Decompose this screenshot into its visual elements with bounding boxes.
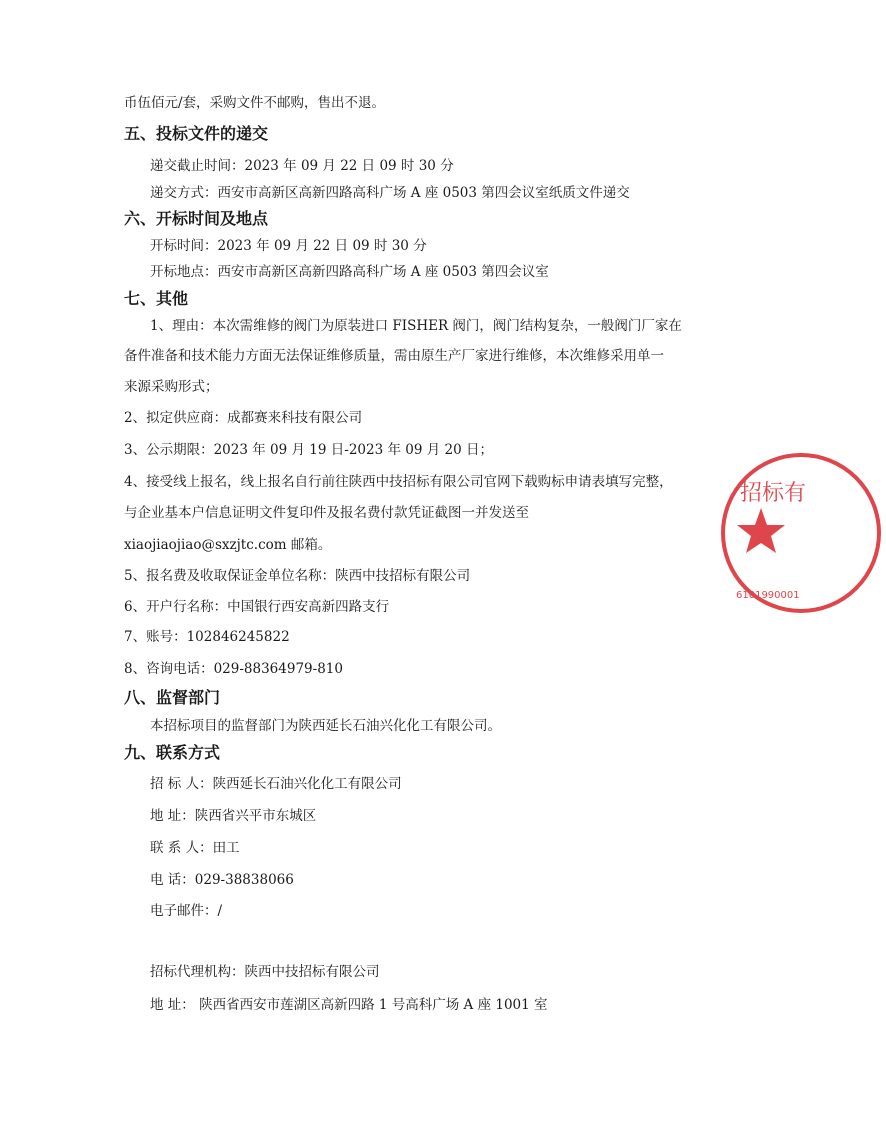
seal-star-icon: [737, 508, 785, 553]
email-text: xiaojiaojiao@sxzjtc.com 邮箱。: [124, 537, 332, 553]
agency-address: 地 址： 陕西省西安市莲湖区高新四路 1 号高科广场 A 座 1001 室: [150, 997, 548, 1013]
contact-person: 联 系 人：田工: [150, 840, 240, 856]
seal-ring: [723, 455, 879, 611]
contact-tenderer: 招 标 人：陕西延长石油兴化化工有限公司: [150, 776, 402, 792]
section-heading-other: 七、其他: [124, 289, 189, 308]
section-heading-contact: 九、联系方式: [124, 743, 221, 762]
section-heading-submission: 五、投标文件的递交: [124, 124, 269, 143]
text-line: 本招标项目的监督部门为陕西延长石油兴化化工有限公司。: [150, 718, 501, 734]
company-seal: [716, 448, 886, 618]
text-line: 币伍佰元/套，采购文件不邮购，售出不退。: [124, 95, 386, 111]
text-line: 4、接受线上报名，线上报名自行前往陕西中技招标有限公司官网下载购标申请表填写完整，: [124, 474, 673, 490]
text-line: 来源采购形式；: [124, 379, 219, 395]
text-line: 7、账号：102846245822: [124, 629, 290, 645]
text-line: 2、拟定供应商：成都赛来科技有限公司: [124, 410, 363, 426]
text-line: 备件准备和技术能力方面无法保证维修质量，需由原生产厂家进行维修，本次维修采用单一: [124, 348, 664, 364]
text-line: 开标地点：西安市高新区高新四路高科广场 A 座 0503 第四会议室: [150, 264, 549, 280]
agency-name: 招标代理机构：陕西中技招标有限公司: [150, 964, 380, 980]
section-heading-opening: 六、开标时间及地点: [124, 209, 269, 228]
section-heading-supervision: 八、监督部门: [124, 688, 221, 707]
text-line: 1、理由：本次需维修的阀门为原装进口 FISHER 阀门，阀门结构复杂，一般阀门厂家在: [150, 318, 682, 334]
text-line: 8、咨询电话：029-88364979-810: [124, 661, 343, 677]
text-line: 开标时间：2023 年 09 月 22 日 09 时 30 分: [150, 238, 427, 254]
text-line: 5、报名费及收取保证金单位名称：陕西中技招标有限公司: [124, 568, 471, 584]
text-line: 递交截止时间：2023 年 09 月 22 日 09 时 30 分: [150, 158, 454, 174]
text-line: 递交方式：西安市高新区高新四路高科广场 A 座 0503 第四会议室纸质文件递交: [150, 185, 630, 201]
contact-address: 地 址：陕西省兴平市东城区: [150, 808, 317, 824]
contact-phone: 电 话：029-38838066: [150, 872, 294, 888]
seal-text: 招标有: [740, 481, 807, 506]
seal-code: 6101990001: [736, 590, 800, 601]
text-line: 与企业基本户信息证明文件复印件及报名费付款凭证截图一并发送至: [124, 505, 529, 521]
contact-email: 电子邮件：/: [150, 903, 223, 919]
text-line: 6、开户行名称：中国银行西安高新四路支行: [124, 599, 390, 615]
text-line: 3、公示期限：2023 年 09 月 19 日-2023 年 09 月 20 日；: [124, 442, 493, 458]
